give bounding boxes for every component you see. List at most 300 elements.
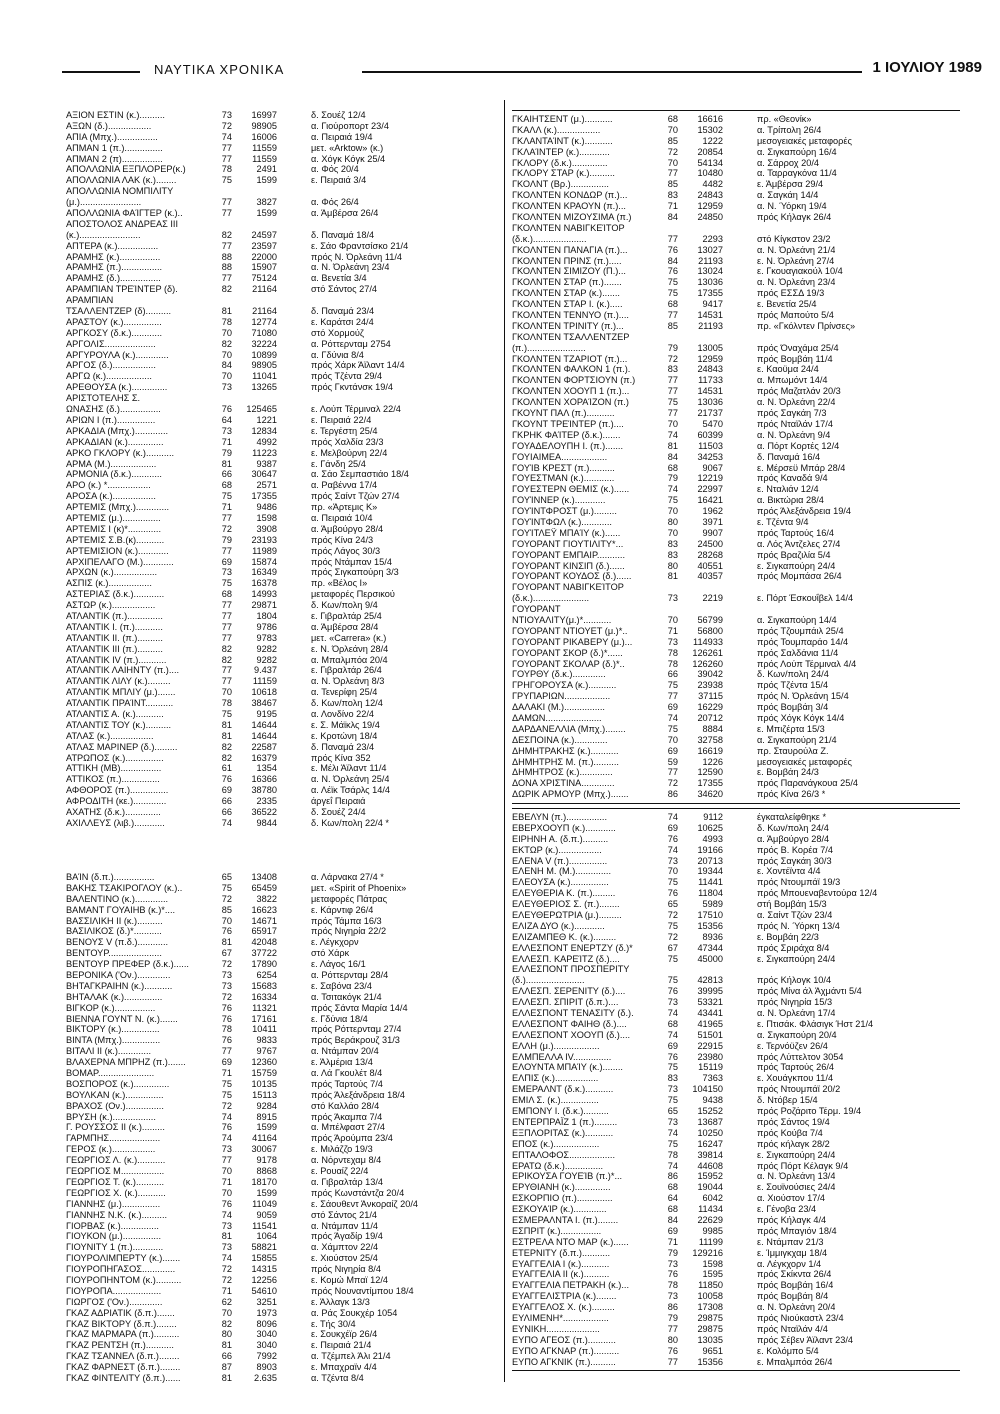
build-year: 74: [221, 1111, 232, 1122]
ship-name: ΑΡΤΕΜΙΣ Σ.Β.(κ)...........: [66, 534, 165, 545]
ship-entry: [512, 1095, 960, 1106]
ship-entry: [66, 937, 498, 948]
build-year: 65: [667, 899, 678, 910]
tonnage: 16616: [697, 114, 723, 124]
ship-name: ΒΕΝΤΟΥΡ ΠΡΕΦΕΡ (δ.κ.)......: [66, 959, 189, 970]
build-year: 81: [221, 1231, 232, 1242]
position-note: α. Βικτώρια 28/4: [757, 495, 824, 506]
issue-date: 1 ΙΟΥΛΙΟΥ 1989: [872, 59, 982, 76]
position-note: α. Ν. Όρλεάνη 25/4: [311, 774, 390, 785]
tonnage: 13027: [697, 244, 723, 255]
position-note: πρός Ταρτούς 26/4: [757, 1062, 834, 1073]
ship-entry: [66, 709, 498, 720]
position-note: α. Πειραιά 10/4: [311, 512, 373, 523]
position-note: α. Ν. Όρλεάνη 23/4: [757, 277, 836, 288]
ship-entry: [512, 1226, 960, 1237]
tonnage: 9112: [703, 812, 723, 822]
build-year: 75: [667, 1062, 678, 1073]
position-note: α. Ν. Όρλεάνη 13/4: [757, 1171, 836, 1182]
position-note: πρός Ν. Όρλεάνη 11/4: [311, 251, 403, 262]
ship-entry: [512, 1335, 960, 1346]
ship-entry: [512, 1182, 960, 1193]
tonnage: [232, 186, 277, 197]
tonnage: 12256: [251, 1274, 277, 1285]
tonnage: 39995: [697, 986, 723, 997]
position-note: δ. Παναμά 16/4: [757, 451, 821, 462]
tonnage: 9438: [702, 1095, 723, 1106]
tonnage: 53321: [697, 997, 723, 1008]
tonnage: 3908: [256, 523, 277, 534]
ship-name: ΕΛΛΕΣΠ. ΣΠΙΡΙΤ (δ.π.)....: [512, 997, 619, 1008]
position-note: α. Σαγκάη 14/4: [757, 190, 819, 201]
tonnage: 129216: [692, 1247, 723, 1258]
ship-name: ΕΡΙΚΟΥΣΑ ΓΟΥΕΊΒ (π.)*...: [512, 1171, 623, 1182]
ship-entry: [66, 132, 498, 143]
ship-entry: [512, 332, 960, 343]
tonnage: 16421: [697, 495, 723, 506]
tonnage: [678, 332, 723, 343]
ship-entry: [66, 720, 498, 731]
ship-name: ΓΟΥΟΡΑΝΤ ΝΑΒΙΓΚΕΊΤΟΡ: [512, 582, 624, 593]
position-note: α. Μπωμόντ 14/4: [757, 375, 828, 386]
ship-entry: [66, 1329, 498, 1340]
ship-name: ΓΚΛΟΡΥ ΣΤΑΡ (κ.)..........: [512, 168, 615, 179]
build-year: 66: [667, 669, 678, 680]
tonnage: 37722: [251, 948, 277, 959]
ship-entry: [66, 1199, 498, 1210]
position-note: α. Μπέλφαστ 27/4: [311, 1122, 385, 1133]
position-note: πρός Ν. Όρλεάνη 15/4: [757, 691, 849, 702]
ship-entry: [66, 1057, 498, 1068]
position-note: ε. Βομβάη 22/3: [757, 931, 819, 942]
ship-entry: [512, 604, 960, 615]
ship-name: ΓΚΟΛΝΤΕΝ ΜΙΖΟΥΣΙΜΑ (π.): [512, 212, 632, 223]
build-year: 79: [667, 1312, 678, 1323]
ship-entry: [66, 252, 498, 263]
ship-entry: [512, 245, 960, 256]
ship-entry: [66, 273, 498, 284]
tonnage: 38780: [251, 785, 277, 796]
position-note: α. Πειραιά 19/4: [311, 131, 373, 142]
ship-entry: [66, 284, 498, 295]
position-note: πρός Βεράκρουζ 31/3: [311, 1035, 400, 1046]
ship-entry: [512, 441, 960, 452]
ship-entry: [66, 1068, 498, 1079]
tonnage: 3040: [256, 1340, 277, 1351]
build-year: 74: [221, 131, 232, 142]
ship-entry: [512, 517, 960, 528]
build-year: 78: [667, 658, 678, 669]
ship-name: ΕΛΟΥΝΤΑ ΜΠΑΊΥ (κ.)........: [512, 1062, 623, 1073]
ship-entry: [66, 371, 498, 382]
ship-entry: [512, 648, 960, 659]
position-note: πρός Β. Κορέα 7/4: [757, 844, 833, 855]
position-note: α. Ρόττερνταμ 2754: [311, 338, 391, 349]
build-year: 76: [667, 833, 678, 844]
ship-name: ΕΥΝΙΚΗ.....................: [512, 1323, 600, 1334]
build-year: 75: [221, 1078, 232, 1089]
position-note: [277, 393, 311, 404]
ship-name: ΓΟΥΙΑΙΜΕΑ..................: [512, 451, 608, 462]
ship-name: ΓΚΑΖ ΦΙΝΤΕΛΙΤΥ (δ.π.)......: [66, 1372, 181, 1383]
tonnage: 15356: [697, 920, 723, 931]
ship-entry: [512, 964, 960, 975]
ship-entry: [66, 328, 498, 339]
ship-name: ΑΦΘΟΡΟΣ (π.)...............: [66, 785, 169, 796]
position-note: πρός Κίνα 26/3 *: [757, 789, 826, 800]
position-note: πρός Ντάμπαν 15/4: [311, 556, 392, 567]
build-year: 71: [667, 1236, 678, 1247]
ship-name: ΑΡΓΩ (κ.)..................: [66, 371, 152, 382]
tonnage: 125465: [246, 404, 277, 415]
tonnage: 13687: [697, 1116, 723, 1127]
ship-entry: [512, 1357, 960, 1368]
build-year: 77: [667, 375, 678, 386]
ship-name: ΑΤΛΑΣ (κ.).................: [66, 730, 154, 741]
tonnage: 40357: [697, 571, 723, 582]
build-year: 82: [221, 643, 232, 654]
ship-name: ΕΞΠΛΟΡΙΤΑΣ (κ.)...........: [512, 1127, 614, 1138]
ship-entry: [512, 746, 960, 757]
ship-name: ΕΛΛΕΣΠΟΝΤ ΤΕΝΑΣΙΤΥ (δ.).: [512, 1008, 634, 1019]
tonnage: 11989: [252, 545, 277, 556]
ship-name: ΑΤΛΑΣ ΜΑΡΙΝΕΡ (δ.).........: [66, 741, 178, 752]
ship-entry: [66, 262, 498, 273]
position-note: α. Ντάμπαν 11/4: [311, 1220, 379, 1231]
position-note: ε. Σάουθεντ Άνκοραίζ 20/4: [311, 1198, 419, 1209]
ship-entry: [512, 680, 960, 691]
ship-name: ΕΛΠΙΣ (κ.).................: [512, 1073, 599, 1084]
tonnage: 114933: [693, 636, 723, 647]
position-note: στή Βομβάη 15/3: [757, 899, 827, 910]
ship-entry: [512, 1117, 960, 1128]
ship-entry: [66, 459, 498, 470]
build-year: 83: [667, 190, 678, 201]
ship-entry: [66, 970, 498, 981]
tonnage: 9195: [256, 708, 277, 719]
ship-name: ΒΑΊΝ (δ.π.)................: [66, 872, 155, 882]
tonnage: 16366: [251, 774, 277, 785]
position-note: πρός Ταρτούς 16/4: [757, 527, 834, 538]
ship-name: ΕΤΕΡΝΙΤΥ (δ.π.)...........: [512, 1247, 611, 1258]
position-note: πρός Βραζιλία 5/4: [757, 549, 831, 560]
position-note: α. Ν. Όρλεάνη 23/4: [311, 262, 390, 273]
build-year: 83: [667, 364, 678, 375]
ship-entry: [512, 1193, 960, 1204]
ship-name: ΝΤΙΟΥΑΛΙΤΥ(μ.)*...........: [512, 614, 612, 625]
tonnage: 42813: [697, 975, 723, 986]
build-year: 71: [221, 1068, 232, 1079]
position-note: ε. Άλλαγκ 13/3: [311, 1296, 370, 1307]
ship-entry: [512, 1237, 960, 1248]
position-note: α. Ν. Όρλεάνη 20/4: [757, 1302, 836, 1313]
ship-name: ΓΚΛΑΝΤΑΊΝΤ (κ.)...........: [512, 135, 613, 146]
ship-entry: [66, 306, 498, 317]
ship-entry: [512, 386, 960, 397]
tonnage: 65459: [251, 882, 277, 893]
ship-name: ΒΛΑΧΕΡΝΑ ΜΠΡΗΖ (π.).......: [66, 1057, 186, 1068]
ship-name: ΓΚΑΛΛ (κ.).................: [512, 124, 601, 135]
ship-entry: [512, 375, 960, 386]
ship-entry: [66, 208, 498, 219]
tonnage: 12774: [251, 316, 277, 327]
ship-name: ΓΚΑΖ ΤΣΑΝΝΕΛ (δ.π.)........: [66, 1351, 180, 1362]
position-note: πρός Σριράχα 8/4: [757, 942, 830, 953]
ship-name: ΑΡΙΩΝ Ι (π.)...............: [66, 414, 156, 425]
ship-entry: [512, 910, 960, 921]
build-year: 78: [221, 164, 232, 175]
tonnage: 3827: [256, 197, 277, 208]
position-note: α. Χόγκ Κόγκ 25/4: [311, 153, 386, 164]
position-note: α. Σάο Σεμπαστιάο 18/4: [311, 469, 409, 480]
tonnage: 11441: [698, 877, 723, 888]
ship-name: ΑΡΑΜΗΣ (κ.)................: [66, 251, 161, 262]
tonnage: 98905: [251, 360, 277, 371]
ship-name: ΒΙΚΤΟΡΥ (κ.)...............: [66, 1024, 160, 1035]
position-note: στό Σάντος 27/4: [311, 284, 378, 295]
build-year: 74: [667, 812, 678, 822]
position-note: ε. Σαβόνα 23/4: [311, 980, 372, 991]
tonnage: 15952: [697, 1171, 723, 1182]
ship-name: ΓΙΟΥΡΟΛΙΜΠΕΡΤΥ (κ.).......: [66, 1253, 181, 1264]
position-note: ε. Μπιζέρτα 15/3: [757, 723, 825, 734]
position-note: πρ. «Θεονίκ»: [757, 114, 812, 124]
ship-name: ΕΡΑΤΩ (δ.κ.)...............: [512, 1160, 604, 1171]
tonnage: 9282: [256, 643, 277, 654]
ship-entry: [512, 1084, 960, 1095]
ship-entry: [66, 350, 498, 361]
ship-name: ΓΑΡΜΠΗΣ....................: [66, 1133, 161, 1144]
tonnage: 3971: [702, 516, 723, 527]
ship-entry: [512, 1280, 960, 1291]
ship-entry: [66, 785, 498, 796]
position-note: πρός Κωνστάντζα 20/4: [311, 1187, 405, 1198]
ship-name: ΒΑΛΕΝΤΙΝΟ (κ.).............: [66, 893, 169, 904]
tonnage: 9282: [256, 654, 277, 665]
ship-entry: [512, 321, 960, 332]
build-year: 86: [667, 1302, 678, 1313]
build-year: 70: [221, 327, 232, 338]
tonnage: 9651: [702, 1345, 723, 1356]
ship-entry: [66, 1286, 498, 1297]
position-note: α. Ν. Όρλεάνη 22/4: [757, 397, 836, 408]
position-note: πρός Μίνα άλ Άχμάντι 5/4: [757, 986, 862, 997]
ship-entry: [512, 571, 960, 582]
tonnage: 10625: [697, 822, 723, 833]
position-note: πρός Κούβα 7/4: [757, 1127, 823, 1138]
page-header: [62, 58, 982, 82]
tonnage: 126260: [692, 658, 723, 669]
build-year: 70: [667, 866, 678, 877]
position-note: ε. Μιλάζζο 19/3: [311, 1144, 373, 1155]
ship-list-e: [512, 808, 960, 1371]
build-year: 68: [667, 1182, 678, 1193]
build-year: 72: [221, 1264, 232, 1275]
ship-name: ΕΛΛΕΣΠΟΝΤ ΧΟΟΥΠ (δ.)....: [512, 1029, 631, 1040]
ship-name: ΒΟΣΠΟΡΟΣ (κ.)..............: [66, 1078, 170, 1089]
ship-entry: [66, 731, 498, 742]
ship-name: ΓΕΩΡΓΙΟΣ Τ. (κ.)...........: [66, 1176, 165, 1187]
build-year: 70: [221, 687, 232, 698]
tonnage: 11434: [698, 1204, 723, 1215]
position-note: πρός Τζουμπάιλ 25/4: [757, 625, 844, 636]
ship-name: ΓΚΛΑΊΝΤΕΡ (κ.)............: [512, 146, 610, 157]
ship-entry: [66, 926, 498, 937]
build-year: 71: [221, 1285, 232, 1296]
tonnage: 11733: [698, 375, 723, 386]
ship-name: Γ. ΡΟΥΣΣΟΣ ΙΙ (κ.).........: [66, 1122, 165, 1133]
ship-name: ΓΟΥΊΝΤΦΩΛ (κ.)............: [512, 516, 612, 527]
position-note: πρός ΕΣΣΔ 19/3: [757, 288, 825, 299]
tonnage: [678, 604, 723, 615]
ship-name: ΓΚΟΛΝΤΕΝ ΦΟΡΤΣΙΟΥΝ (π.): [512, 375, 636, 386]
ship-entry: [66, 905, 498, 916]
tonnage: 2491: [256, 164, 277, 175]
build-year: 86: [667, 789, 678, 800]
ship-entry: [512, 691, 960, 702]
tonnage: 23938: [697, 680, 723, 691]
build-year: 75: [667, 1095, 678, 1106]
build-year: 72: [221, 991, 232, 1002]
position-note: ε. Σιγκαπούρη 24/4: [757, 953, 836, 964]
ship-name: ΑΡΟ (κ.) *.................: [66, 480, 151, 491]
build-year: 76: [667, 888, 678, 899]
ship-name: ΓΟΥΊΝΝΕΡ (κ.)............: [512, 495, 606, 506]
position-note: μετ. «Spirit of Phoenix»: [311, 882, 407, 893]
position-note: δ. Παναμά 18/4: [311, 229, 375, 240]
position-note: ε. Τζέντα 9/4: [757, 516, 809, 527]
ship-name: ΑΣΠΙΣ (κ.).................: [66, 578, 152, 589]
tonnage: 17355: [697, 288, 723, 299]
build-year: 66: [221, 796, 232, 807]
build-year: 78: [221, 698, 232, 709]
ship-name: ΔΑΡΔΑΝΕΛΛΙΑ (Μπχ.)........: [512, 723, 626, 734]
ship-name: ΓΕΩΡΓΙΟΣ Λ. (κ.)...........: [66, 1155, 166, 1166]
position-note: α. Σιγκαπούρη 20/4: [757, 1029, 837, 1040]
position-note: ε. Ντάμπαν 21/3: [757, 1236, 824, 1247]
position-note: ε. Γένοβα 23/4: [757, 1204, 817, 1215]
build-year: 75: [221, 491, 232, 502]
build-year: 74: [667, 1029, 678, 1040]
tonnage: 14644: [251, 719, 277, 730]
ship-name: ΒΡΑΧΟΣ (Ον.)...............: [66, 1100, 164, 1111]
position-note: στό Χάρκ: [311, 948, 350, 959]
ship-name: ΒΙΝΤΑ (Μπχ.)...............: [66, 1035, 161, 1046]
ship-name: ΓΚΟΛΝΤΕΝ ΚΟΝΔΩΡ (π.)...: [512, 190, 628, 201]
position-note: α. Ράς Σουκχέρ 1054: [311, 1307, 398, 1318]
build-year: 74: [667, 712, 678, 723]
tonnage: 10480: [697, 168, 723, 179]
build-year: 68: [221, 589, 232, 600]
position-note: ε. Μπαλμπόα 26/4: [757, 1356, 833, 1367]
build-year: 76: [221, 1122, 232, 1133]
ship-entry: [512, 1248, 960, 1259]
build-year: 70: [667, 506, 678, 517]
position-note: α. Χιούστον 17/4: [757, 1193, 826, 1204]
build-year: 82: [221, 654, 232, 665]
position-note: ε. Κροτώνη 18/4: [311, 730, 378, 741]
ship-entry: [512, 593, 960, 604]
position-note: α. Σιγκαπούρη 16/4: [757, 146, 837, 157]
build-year: 72: [221, 893, 232, 904]
tonnage: 16997: [251, 110, 277, 120]
ship-name: ΒΕΡΟΝΙΚΑ ('Ον.).............: [66, 970, 171, 981]
ship-name: ΓΕΩΡΓΙΟΣ Χ. (κ.)...........: [66, 1187, 166, 1198]
ship-entry: [512, 234, 960, 245]
ship-name: ΓΚΟΛΝΤΕΝ ΦΑΛΚΟΝ 1 (π.).: [512, 364, 631, 375]
tonnage: 13024: [697, 266, 723, 277]
ship-name: ΑΡΑΜΠΙΑΝ: [66, 295, 114, 306]
build-year: 75: [667, 397, 678, 408]
ship-name: ΕΛΛΗ (μ.)..................: [512, 1040, 600, 1051]
tonnage: 5989: [702, 899, 723, 910]
ship-name: ΕΛΛΕΣΠΟΝΤ ΕΝΕΡΤΖΥ (δ.)*: [512, 942, 633, 953]
ship-entry: [512, 1302, 960, 1313]
ship-name: ΔΑΜΩΝ......................: [512, 712, 602, 723]
ship-entry: [512, 114, 960, 125]
build-year: 77: [221, 676, 232, 687]
build-year: 72: [667, 931, 678, 942]
build-year: 74: [221, 1133, 232, 1144]
position-note: ε. Βομβάη 24/3: [757, 767, 819, 778]
tonnage: 44608: [697, 1160, 723, 1171]
position-note: α. Ν. Όρλεάνη 9/4: [757, 429, 831, 440]
position-note: ε. Πτισάκ. Φλάσιγκ Ήστ 21/4: [757, 1018, 874, 1029]
ship-entry: [512, 975, 960, 986]
ship-entry: [66, 1166, 498, 1177]
ship-entry: [512, 1019, 960, 1030]
ship-entry: [512, 310, 960, 321]
tonnage: 15907: [251, 262, 277, 273]
position-note: α. Τρίπολη 26/4: [757, 124, 822, 135]
ship-entry: [66, 611, 498, 622]
tonnage: 58821: [251, 1242, 277, 1253]
ship-name: ΓΚΟΛΝΤΕΝ ΤΕΝΝΥΟ (π.)....: [512, 310, 629, 321]
build-year: 74: [221, 817, 232, 828]
tonnage: 2293: [702, 233, 723, 244]
ship-entry: [66, 1340, 498, 1351]
ship-entry: [512, 943, 960, 954]
ship-name: ΑΠΤΕΡΑ (κ.)................: [66, 240, 159, 251]
ship-entry: [66, 513, 498, 524]
build-year: 77: [667, 310, 678, 321]
build-year: 66: [221, 1351, 232, 1362]
ship-name: ΓΟΥΑΔΕΛΟΥΠΗ Ι. (π.).......: [512, 440, 624, 451]
ship-name: ΓΙΟΥΡΟΠΑ...................: [66, 1285, 162, 1296]
tonnage: 20712: [697, 712, 723, 723]
ship-entry: [66, 622, 498, 633]
tonnage: 9.437: [254, 665, 277, 676]
build-year: 77: [221, 512, 232, 523]
tonnage: 1973: [256, 1307, 277, 1318]
position-note: πρός Νιούκαστλ 23/4: [757, 1312, 844, 1323]
build-year: 75: [221, 175, 232, 186]
ship-name: ΔΟΝΑ ΧΡΙΣΤΙΝΑ.............: [512, 778, 615, 789]
ship-name: ΕΡΥΘΙΑΝΗ (κ.)..............: [512, 1182, 611, 1193]
ship-entry: [66, 753, 498, 764]
tonnage: 16229: [697, 702, 723, 713]
position-note: πρός Βομβάη 16/4: [757, 1280, 834, 1291]
build-year: 69: [221, 785, 232, 796]
ship-entry: [66, 1035, 498, 1046]
ship-name: (μ.)........................: [66, 197, 142, 208]
ship-name: ΑΤΛΑΝΤΙΚ ΛΙΛΥ (κ.).........: [66, 676, 171, 687]
tonnage: 15302: [697, 124, 723, 135]
ship-name: ΕΠΤΑΛΟΦΟΣ..................: [512, 1149, 616, 1160]
position-note: πρός Κήλαγκ 4/4: [757, 1214, 827, 1225]
build-year: 70: [221, 1166, 232, 1177]
build-year: [658, 223, 678, 234]
